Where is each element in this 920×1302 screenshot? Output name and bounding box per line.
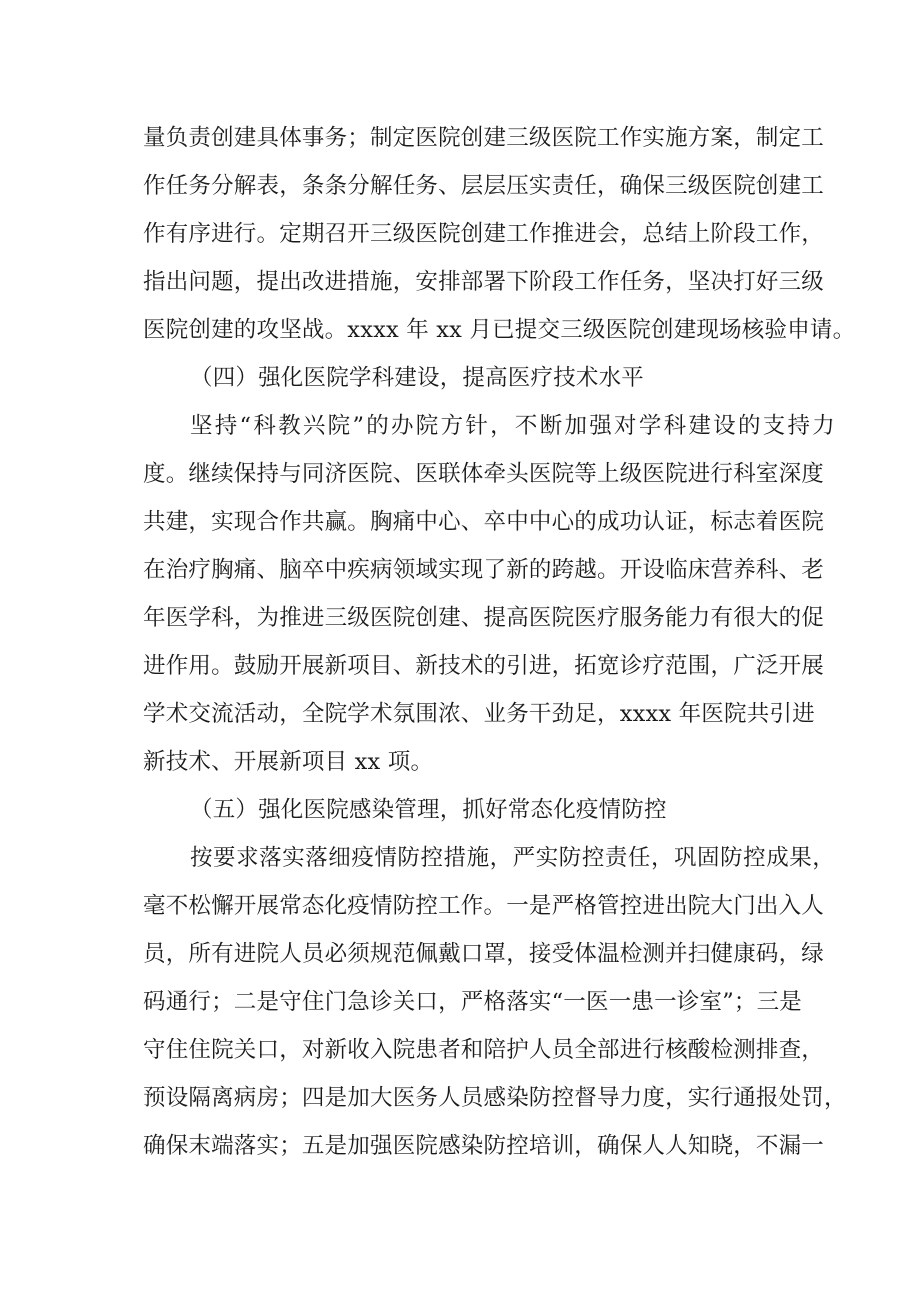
- paragraph-line: 作有序进行。定期召开三级医院创建工作推进会，总结上阶段工作，: [143, 221, 825, 247]
- paragraph-line: 新技术、开展新项目 xx 项。: [143, 749, 434, 775]
- paragraph-line: 年医学科，为推进三级医院创建、提高医院医疗服务能力有很大的促: [143, 605, 825, 631]
- paragraph-line: 码通行；二是守住门急诊关口，严格落实“一医一患一诊室”；三是: [143, 989, 803, 1015]
- paragraph-line: 学术交流活动，全院学术氛围浓、业务干劲足，xxxx 年医院共引进: [143, 701, 815, 727]
- paragraph-line: 坚持“科教兴院”的办院方针，不断加强对学科建设的支持力: [190, 413, 835, 439]
- paragraph-line: 共建，实现合作共赢。胸痛中心、卒中中心的成功认证，标志着医院: [143, 509, 825, 535]
- paragraph-line: 进作用。鼓励开展新项目、新技术的引进，拓宽诊疗范围，广泛开展: [143, 653, 825, 679]
- section-heading: （五）强化医院感染管理，抓好常态化疫情防控: [190, 797, 667, 823]
- paragraph-line: 员，所有进院人员必须规范佩戴口罩，接受体温检测并扫健康码，绿: [143, 941, 825, 967]
- paragraph-line: 医院创建的攻坚战。xxxx 年 xx 月已提交三级医院创建现场核验申请。: [143, 317, 856, 343]
- section-heading: （四）强化医院学科建设，提高医疗技术水平: [190, 365, 645, 391]
- paragraph-line: 指出问题，提出改进措施，安排部署下阶段工作任务，坚决打好三级: [143, 269, 825, 295]
- paragraph-line: 作任务分解表，条条分解任务、层层压实责任，确保三级医院创建工: [143, 173, 825, 199]
- paragraph-line: 按要求落实落细疫情防控措施，严实防控责任，巩固防控成果，: [190, 845, 835, 871]
- paragraph-line: 在治疗胸痛、脑卒中疾病领域实现了新的跨越。开设临床营养科、老: [143, 557, 825, 583]
- paragraph-line: 预设隔离病房；四是加大医务人员感染防控督导力度，实行通报处罚，: [143, 1085, 847, 1111]
- paragraph-line: 确保末端落实；五是加强医院感染防控培训，确保人人知晓，不漏一: [143, 1133, 825, 1159]
- paragraph-line: 守住住院关口，对新收入院患者和陪护人员全部进行核酸检测排查，: [143, 1037, 825, 1063]
- paragraph-line: 毫不松懈开展常态化疫情防控工作。一是严格管控进出院大门出入人: [143, 893, 825, 919]
- paragraph-line: 度。继续保持与同济医院、医联体牵头医院等上级医院进行科室深度: [143, 461, 825, 487]
- paragraph-line: 量负责创建具体事务；制定医院创建三级医院工作实施方案，制定工: [143, 125, 825, 151]
